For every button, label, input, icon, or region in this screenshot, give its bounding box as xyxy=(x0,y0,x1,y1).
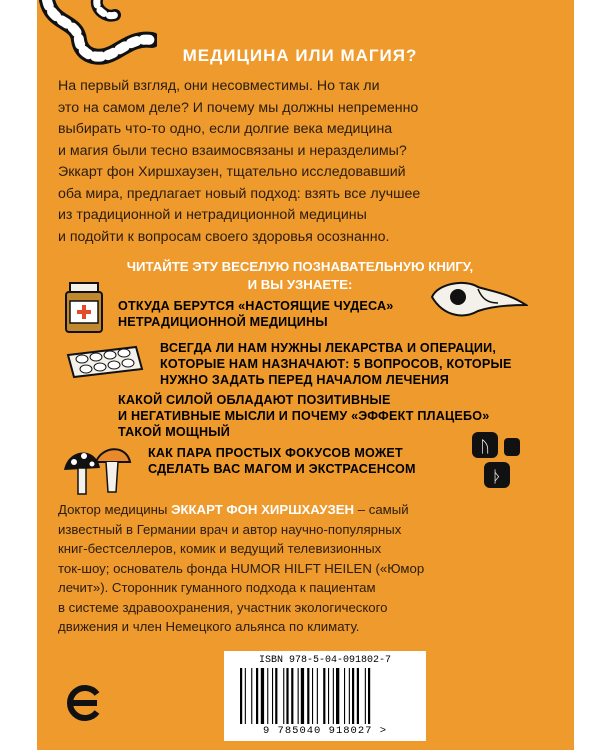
benefit-line: И НЕГАТИВНЫЕ МЫСЛИ И ПОЧЕМУ «ЭФФЕКТ ПЛАЦЕБО» xyxy=(118,409,490,423)
intro-line: Эккарт фон Хиршхаузен, тщательно исследовавший xyxy=(58,164,406,180)
bio-first-line xyxy=(58,500,528,520)
intro-line: выбирать что-то одно, если долгие века медицина xyxy=(58,121,393,137)
pill-blister-icon xyxy=(64,345,146,381)
isbn-label: ISBN 978-5-04-091802-7 xyxy=(258,655,392,666)
author-name: ЭККАРТ ФОН ХИРШХАУЗЕН xyxy=(171,502,355,517)
barcode-panel xyxy=(224,651,426,741)
bird-skull-icon xyxy=(428,275,528,327)
benefit-line: ОТКУДА БЕРУТСЯ «НАСТОЯЩИЕ ЧУДЕСА» xyxy=(118,299,394,313)
benefit-line: КАК ПАРА ПРОСТЫХ ФОКУСОВ МОЖЕТ xyxy=(148,446,403,460)
benefit-line: НЕТРАДИЦИОННОЙ МЕДИЦИНЫ xyxy=(118,315,328,329)
bio-line: книг-бестселлеров, комик и ведущий телевизионных xyxy=(58,541,382,556)
pill-bottle-icon xyxy=(64,282,104,334)
ean-digits: 9 785040 918027 > xyxy=(262,725,388,737)
benefit-line: КОТОРЫЕ НАМ НАЗНАЧАЮТ: 5 ВОПРОСОВ, КОТОРЫЕ xyxy=(160,357,512,371)
bio-after-author: – самый xyxy=(354,502,409,517)
benefit-item xyxy=(118,392,489,440)
bio-line: в системе здравоохранения, участник экологического xyxy=(58,599,388,615)
intro-line: На первый взгляд, они несовместимы. Но так ли xyxy=(58,78,380,94)
benefit-line: НУЖНО ЗАДАТЬ ПЕРЕД НАЧАЛОМ ЛЕЧЕНИЯ xyxy=(160,373,449,387)
bio-line: ток-шоу; основатель фонда HUMOR HILFT HEILEN («Юмор xyxy=(58,560,425,576)
promo-line: ЧИТАЙТЕ ЭТУ ВЕСЕЛУЮ ПОЗНАВАТЕЛЬНУЮ КНИГУ, xyxy=(126,259,474,274)
benefit-line: ВСЕГДА ЛИ НАМ НУЖНЫ ЛЕКАРСТВА И ОПЕРАЦИИ, xyxy=(160,341,497,355)
page-title: МЕДИЦИНА ИЛИ МАГИЯ? xyxy=(182,46,418,65)
intro-line: и подойти к вопросам своего здоровья осознанно. xyxy=(58,228,390,245)
benefit-item xyxy=(118,298,394,330)
intro-line: оба мира, предлагает новый подход: взять все лучшее xyxy=(58,185,421,202)
intro-paragraph xyxy=(58,76,498,248)
benefit-line: ТАКОЙ МОЩНЫЙ xyxy=(118,425,231,439)
bio-line: движения и член Немецкого альянса по климату. xyxy=(58,619,360,634)
publisher-logo-icon xyxy=(63,682,105,724)
mushrooms-icon xyxy=(62,440,132,500)
page-margin xyxy=(574,0,600,750)
intro-line: и магия были тесно взаимосвязаны и неразделимы? xyxy=(58,142,407,159)
intro-line: это на самом деле? И почему мы должны непременно xyxy=(58,99,419,116)
bio-lead: Доктор медицины xyxy=(58,502,172,517)
author-bio xyxy=(58,500,528,637)
bio-line: известный в Германии врач и автор научно-популярных xyxy=(58,521,402,537)
bio-line: лечит»). Сторонник гуманного подхода к пациентам xyxy=(58,580,376,595)
benefit-item xyxy=(160,340,512,388)
benefit-item xyxy=(148,445,416,477)
svg-text:ᚢ: ᚢ xyxy=(480,437,490,456)
barcode-bars xyxy=(240,668,410,724)
benefit-line: СДЕЛАТЬ ВАС МАГОМ И ЭКСТРАСЕНСОМ xyxy=(148,462,416,476)
svg-text:ᚦ: ᚦ xyxy=(492,467,502,486)
promo-line: И ВЫ УЗНАЕТЕ: xyxy=(247,277,353,292)
benefit-line: КАКОЙ СИЛОЙ ОБЛАДАЮТ ПОЗИТИВНЫЕ xyxy=(118,393,391,407)
intro-line: из традиционной и нетрадиционной медицины xyxy=(58,207,367,223)
